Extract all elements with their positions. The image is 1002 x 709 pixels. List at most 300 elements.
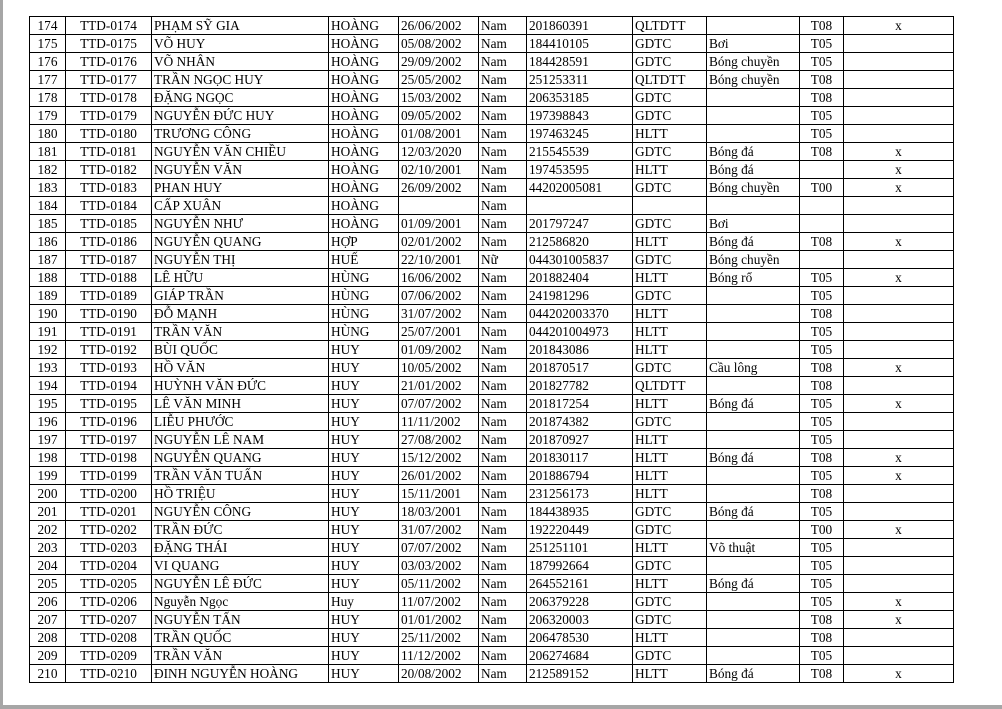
cell-last-name: LIỄU PHƯỚC — [152, 413, 329, 431]
table-row — [30, 539, 954, 557]
cell-gender: Nam — [479, 467, 527, 485]
cell-class: T05 — [800, 341, 844, 359]
cell-last-name: VI QUANG — [152, 557, 329, 575]
cell-last-name: TRẦN QUỐC — [152, 629, 329, 647]
cell-dob: 31/07/2002 — [399, 305, 479, 323]
cell-id-number — [527, 197, 633, 215]
cell-gender: Nam — [479, 395, 527, 413]
table-row — [30, 359, 954, 377]
cell-code: TTD-0179 — [66, 107, 152, 125]
cell-dob: 31/07/2002 — [399, 521, 479, 539]
cell-dob: 02/01/2002 — [399, 233, 479, 251]
cell-mark — [844, 323, 954, 341]
cell-faculty: HLTT — [633, 269, 707, 287]
cell-faculty: HLTT — [633, 449, 707, 467]
cell-no: 200 — [30, 485, 66, 503]
cell-last-name: PHAN HUY — [152, 179, 329, 197]
cell-class — [800, 197, 844, 215]
cell-first-name: HUY — [329, 575, 399, 593]
table-row — [30, 323, 954, 341]
cell-dob: 25/11/2002 — [399, 629, 479, 647]
cell-sport — [707, 647, 800, 665]
cell-faculty: HLTT — [633, 629, 707, 647]
cell-class: T05 — [800, 413, 844, 431]
cell-gender: Nam — [479, 143, 527, 161]
cell-last-name: HUỲNH VĂN ĐỨC — [152, 377, 329, 395]
cell-code: TTD-0202 — [66, 521, 152, 539]
table-row — [30, 575, 954, 593]
cell-first-name: HOÀNG — [329, 71, 399, 89]
table-row — [30, 53, 954, 71]
cell-sport: Bóng đá — [707, 161, 800, 179]
table-row — [30, 413, 954, 431]
cell-faculty: HLTT — [633, 341, 707, 359]
cell-last-name: TRẦN VĂN — [152, 323, 329, 341]
cell-faculty: HLTT — [633, 125, 707, 143]
cell-sport — [707, 125, 800, 143]
cell-class — [800, 215, 844, 233]
cell-sport: Bóng đá — [707, 503, 800, 521]
cell-last-name: NGUYỄN LÊ ĐỨC — [152, 575, 329, 593]
cell-no: 210 — [30, 665, 66, 683]
cell-dob: 01/01/2002 — [399, 611, 479, 629]
cell-gender: Nam — [479, 611, 527, 629]
cell-gender: Nam — [479, 215, 527, 233]
cell-id-number: 231256173 — [527, 485, 633, 503]
table-row — [30, 17, 954, 35]
cell-gender: Nam — [479, 539, 527, 557]
cell-gender: Nam — [479, 593, 527, 611]
cell-class: T08 — [800, 611, 844, 629]
cell-first-name: HUY — [329, 467, 399, 485]
cell-code: TTD-0174 — [66, 17, 152, 35]
cell-mark — [844, 575, 954, 593]
cell-faculty: GDTC — [633, 143, 707, 161]
cell-last-name: TRẦN VĂN TUẤN — [152, 467, 329, 485]
cell-mark: x — [844, 233, 954, 251]
cell-gender: Nam — [479, 53, 527, 71]
cell-mark — [844, 215, 954, 233]
cell-dob: 07/07/2002 — [399, 539, 479, 557]
cell-mark: x — [844, 395, 954, 413]
cell-first-name: HOÀNG — [329, 89, 399, 107]
cell-faculty: QLTDTT — [633, 71, 707, 89]
cell-no: 203 — [30, 539, 66, 557]
cell-last-name: NGUYỄN THỊ — [152, 251, 329, 269]
cell-dob: 26/09/2002 — [399, 179, 479, 197]
cell-no: 182 — [30, 161, 66, 179]
cell-dob: 07/07/2002 — [399, 395, 479, 413]
cell-id-number: 201874382 — [527, 413, 633, 431]
cell-sport: Cầu lông — [707, 359, 800, 377]
cell-class: T08 — [800, 143, 844, 161]
cell-last-name: BÙI QUỐC — [152, 341, 329, 359]
table-row — [30, 647, 954, 665]
cell-dob: 12/03/2020 — [399, 143, 479, 161]
cell-dob: 05/08/2002 — [399, 35, 479, 53]
cell-first-name: HUY — [329, 395, 399, 413]
table-row — [30, 35, 954, 53]
cell-dob: 25/07/2001 — [399, 323, 479, 341]
cell-gender: Nam — [479, 449, 527, 467]
cell-dob: 11/12/2002 — [399, 647, 479, 665]
cell-first-name: HUY — [329, 449, 399, 467]
cell-code: TTD-0189 — [66, 287, 152, 305]
cell-sport — [707, 197, 800, 215]
cell-last-name: ĐỖ MẠNH — [152, 305, 329, 323]
cell-no: 205 — [30, 575, 66, 593]
cell-mark — [844, 629, 954, 647]
cell-sport — [707, 557, 800, 575]
cell-sport — [707, 305, 800, 323]
cell-id-number: 201827782 — [527, 377, 633, 395]
table-row — [30, 179, 954, 197]
cell-id-number: 044201004973 — [527, 323, 633, 341]
cell-first-name: HOÀNG — [329, 125, 399, 143]
cell-mark — [844, 35, 954, 53]
cell-mark: x — [844, 521, 954, 539]
cell-code: TTD-0210 — [66, 665, 152, 683]
cell-no: 199 — [30, 467, 66, 485]
cell-sport: Bóng chuyền — [707, 71, 800, 89]
cell-code: TTD-0197 — [66, 431, 152, 449]
cell-class: T05 — [800, 431, 844, 449]
cell-mark: x — [844, 269, 954, 287]
cell-sport: Bóng đá — [707, 143, 800, 161]
cell-first-name: HUY — [329, 359, 399, 377]
cell-faculty: GDTC — [633, 647, 707, 665]
table-row — [30, 467, 954, 485]
cell-gender: Nam — [479, 107, 527, 125]
roster-body — [30, 17, 954, 683]
cell-class: T08 — [800, 359, 844, 377]
cell-last-name: TRẦN NGỌC HUY — [152, 71, 329, 89]
cell-faculty: QLTDTT — [633, 17, 707, 35]
cell-first-name: HOÀNG — [329, 17, 399, 35]
cell-faculty: HLTT — [633, 485, 707, 503]
cell-mark — [844, 341, 954, 359]
table-row — [30, 593, 954, 611]
cell-last-name: HỒ TRIỆU — [152, 485, 329, 503]
cell-no: 187 — [30, 251, 66, 269]
cell-sport — [707, 593, 800, 611]
cell-code: TTD-0209 — [66, 647, 152, 665]
cell-gender: Nam — [479, 575, 527, 593]
cell-gender: Nam — [479, 35, 527, 53]
cell-sport — [707, 431, 800, 449]
cell-class: T05 — [800, 575, 844, 593]
cell-gender: Nam — [479, 269, 527, 287]
cell-code: TTD-0196 — [66, 413, 152, 431]
cell-class: T05 — [800, 287, 844, 305]
cell-code: TTD-0203 — [66, 539, 152, 557]
cell-last-name: CẤP XUÂN — [152, 197, 329, 215]
cell-sport: Bóng đá — [707, 665, 800, 683]
cell-id-number: 201830117 — [527, 449, 633, 467]
cell-code: TTD-0187 — [66, 251, 152, 269]
cell-no: 209 — [30, 647, 66, 665]
cell-class: T05 — [800, 593, 844, 611]
cell-gender: Nam — [479, 71, 527, 89]
cell-gender: Nam — [479, 287, 527, 305]
cell-first-name: HUY — [329, 557, 399, 575]
cell-mark: x — [844, 179, 954, 197]
cell-first-name: HOÀNG — [329, 143, 399, 161]
cell-id-number: 044202003370 — [527, 305, 633, 323]
cell-id-number: 201870517 — [527, 359, 633, 377]
table-row — [30, 125, 954, 143]
cell-sport: Bóng rổ — [707, 269, 800, 287]
table-row — [30, 557, 954, 575]
cell-first-name: HOÀNG — [329, 179, 399, 197]
cell-mark — [844, 647, 954, 665]
cell-mark — [844, 89, 954, 107]
cell-last-name: NGUYỄN ĐỨC HUY — [152, 107, 329, 125]
cell-no: 174 — [30, 17, 66, 35]
cell-no: 179 — [30, 107, 66, 125]
cell-dob: 09/05/2002 — [399, 107, 479, 125]
cell-class: T08 — [800, 233, 844, 251]
cell-code: TTD-0182 — [66, 161, 152, 179]
cell-first-name: HOÀNG — [329, 161, 399, 179]
cell-class: T05 — [800, 107, 844, 125]
table-row — [30, 215, 954, 233]
cell-no: 190 — [30, 305, 66, 323]
cell-sport: Bơi — [707, 215, 800, 233]
cell-last-name: PHẠM SỸ GIA — [152, 17, 329, 35]
cell-class: T08 — [800, 629, 844, 647]
cell-first-name: Huy — [329, 593, 399, 611]
cell-gender: Nam — [479, 629, 527, 647]
cell-code: TTD-0206 — [66, 593, 152, 611]
cell-sport: Bóng đá — [707, 449, 800, 467]
cell-sport — [707, 467, 800, 485]
cell-class: T08 — [800, 665, 844, 683]
cell-faculty: GDTC — [633, 89, 707, 107]
student-roster-table — [29, 16, 954, 683]
cell-mark: x — [844, 359, 954, 377]
cell-faculty: HLTT — [633, 395, 707, 413]
cell-mark: x — [844, 593, 954, 611]
cell-faculty: HLTT — [633, 539, 707, 557]
cell-no: 194 — [30, 377, 66, 395]
cell-dob: 21/01/2002 — [399, 377, 479, 395]
cell-mark: x — [844, 161, 954, 179]
table-row — [30, 233, 954, 251]
cell-code: TTD-0193 — [66, 359, 152, 377]
cell-no: 185 — [30, 215, 66, 233]
cell-first-name: HOÀNG — [329, 215, 399, 233]
cell-no: 195 — [30, 395, 66, 413]
cell-faculty: GDTC — [633, 521, 707, 539]
cell-class — [800, 251, 844, 269]
cell-last-name: NGUYỄN QUANG — [152, 449, 329, 467]
cell-faculty: HLTT — [633, 467, 707, 485]
cell-last-name: TRẦN ĐỨC — [152, 521, 329, 539]
cell-sport: Bóng chuyền — [707, 179, 800, 197]
cell-class: T05 — [800, 647, 844, 665]
cell-faculty: GDTC — [633, 359, 707, 377]
cell-last-name: Nguyễn Ngọc — [152, 593, 329, 611]
cell-class: T05 — [800, 557, 844, 575]
cell-mark — [844, 71, 954, 89]
cell-first-name: HÙNG — [329, 305, 399, 323]
cell-class: T00 — [800, 521, 844, 539]
cell-id-number: 184410105 — [527, 35, 633, 53]
cell-no: 197 — [30, 431, 66, 449]
cell-class — [800, 161, 844, 179]
cell-no: 191 — [30, 323, 66, 341]
cell-dob: 27/08/2002 — [399, 431, 479, 449]
table-row — [30, 305, 954, 323]
cell-dob: 18/03/2001 — [399, 503, 479, 521]
cell-id-number: 201843086 — [527, 341, 633, 359]
cell-sport — [707, 377, 800, 395]
table-row — [30, 287, 954, 305]
cell-id-number: 184438935 — [527, 503, 633, 521]
cell-sport: Bóng đá — [707, 233, 800, 251]
cell-code: TTD-0188 — [66, 269, 152, 287]
cell-no: 206 — [30, 593, 66, 611]
cell-mark — [844, 377, 954, 395]
cell-code: TTD-0175 — [66, 35, 152, 53]
table-row — [30, 197, 954, 215]
cell-faculty: GDTC — [633, 35, 707, 53]
cell-first-name: HUY — [329, 413, 399, 431]
cell-dob: 16/06/2002 — [399, 269, 479, 287]
cell-id-number: 206478530 — [527, 629, 633, 647]
table-row — [30, 665, 954, 683]
cell-code: TTD-0207 — [66, 611, 152, 629]
cell-no: 189 — [30, 287, 66, 305]
table-row — [30, 521, 954, 539]
cell-code: TTD-0185 — [66, 215, 152, 233]
cell-class: T05 — [800, 539, 844, 557]
cell-no: 193 — [30, 359, 66, 377]
table-row — [30, 485, 954, 503]
cell-class: T05 — [800, 35, 844, 53]
cell-first-name: HỢP — [329, 233, 399, 251]
cell-gender: Nam — [479, 17, 527, 35]
table-row — [30, 449, 954, 467]
cell-mark — [844, 305, 954, 323]
cell-last-name: ĐINH NGUYỄN HOÀNG — [152, 665, 329, 683]
cell-gender: Nam — [479, 359, 527, 377]
cell-dob: 29/09/2002 — [399, 53, 479, 71]
cell-last-name: NGUYỄN CÔNG — [152, 503, 329, 521]
cell-no: 178 — [30, 89, 66, 107]
cell-dob: 15/11/2001 — [399, 485, 479, 503]
cell-sport — [707, 611, 800, 629]
cell-faculty: HLTT — [633, 305, 707, 323]
cell-last-name: NGUYỄN VĂN — [152, 161, 329, 179]
cell-no: 202 — [30, 521, 66, 539]
cell-sport: Bóng chuyền — [707, 251, 800, 269]
cell-gender: Nam — [479, 179, 527, 197]
cell-id-number: 201870927 — [527, 431, 633, 449]
cell-faculty: GDTC — [633, 611, 707, 629]
cell-mark — [844, 431, 954, 449]
table-row — [30, 143, 954, 161]
cell-faculty: HLTT — [633, 665, 707, 683]
cell-no: 201 — [30, 503, 66, 521]
table-row — [30, 89, 954, 107]
cell-first-name: HUY — [329, 485, 399, 503]
cell-dob: 05/11/2002 — [399, 575, 479, 593]
cell-class: T00 — [800, 179, 844, 197]
cell-id-number: 201860391 — [527, 17, 633, 35]
cell-sport — [707, 413, 800, 431]
cell-last-name: LÊ VĂN MINH — [152, 395, 329, 413]
cell-mark: x — [844, 143, 954, 161]
cell-id-number: 201886794 — [527, 467, 633, 485]
cell-no: 186 — [30, 233, 66, 251]
cell-faculty: GDTC — [633, 287, 707, 305]
cell-first-name: HÙNG — [329, 323, 399, 341]
table-row — [30, 251, 954, 269]
cell-code: TTD-0184 — [66, 197, 152, 215]
cell-sport — [707, 341, 800, 359]
cell-sport — [707, 287, 800, 305]
cell-code: TTD-0201 — [66, 503, 152, 521]
cell-faculty: GDTC — [633, 557, 707, 575]
cell-last-name: NGUYỄN VĂN CHIỀU — [152, 143, 329, 161]
cell-class: T08 — [800, 17, 844, 35]
table-row — [30, 161, 954, 179]
cell-dob: 15/03/2002 — [399, 89, 479, 107]
cell-class: T05 — [800, 323, 844, 341]
cell-sport: Bóng đá — [707, 395, 800, 413]
cell-code: TTD-0195 — [66, 395, 152, 413]
cell-id-number: 206353185 — [527, 89, 633, 107]
cell-sport — [707, 323, 800, 341]
cell-id-number: 201797247 — [527, 215, 633, 233]
cell-gender: Nam — [479, 305, 527, 323]
cell-class: T08 — [800, 71, 844, 89]
cell-sport: Bóng đá — [707, 575, 800, 593]
cell-class: T08 — [800, 377, 844, 395]
cell-last-name: LÊ HỮU — [152, 269, 329, 287]
cell-id-number: 251251101 — [527, 539, 633, 557]
cell-no: 176 — [30, 53, 66, 71]
cell-no: 177 — [30, 71, 66, 89]
cell-mark — [844, 107, 954, 125]
cell-gender: Nữ — [479, 251, 527, 269]
cell-code: TTD-0190 — [66, 305, 152, 323]
cell-faculty: GDTC — [633, 179, 707, 197]
cell-id-number: 206379228 — [527, 593, 633, 611]
table-row — [30, 431, 954, 449]
cell-mark — [844, 251, 954, 269]
cell-code: TTD-0198 — [66, 449, 152, 467]
table-row — [30, 611, 954, 629]
cell-gender: Nam — [479, 647, 527, 665]
cell-first-name: HOÀNG — [329, 197, 399, 215]
cell-mark — [844, 557, 954, 575]
cell-code: TTD-0208 — [66, 629, 152, 647]
cell-dob: 01/08/2001 — [399, 125, 479, 143]
cell-code: TTD-0192 — [66, 341, 152, 359]
viewer-bottom-edge — [0, 705, 1002, 709]
cell-faculty: GDTC — [633, 251, 707, 269]
cell-id-number: 206274684 — [527, 647, 633, 665]
cell-gender: Nam — [479, 377, 527, 395]
cell-class: T05 — [800, 395, 844, 413]
cell-last-name: HỒ VĂN — [152, 359, 329, 377]
cell-mark — [844, 125, 954, 143]
cell-last-name: VÕ NHÂN — [152, 53, 329, 71]
cell-no: 192 — [30, 341, 66, 359]
